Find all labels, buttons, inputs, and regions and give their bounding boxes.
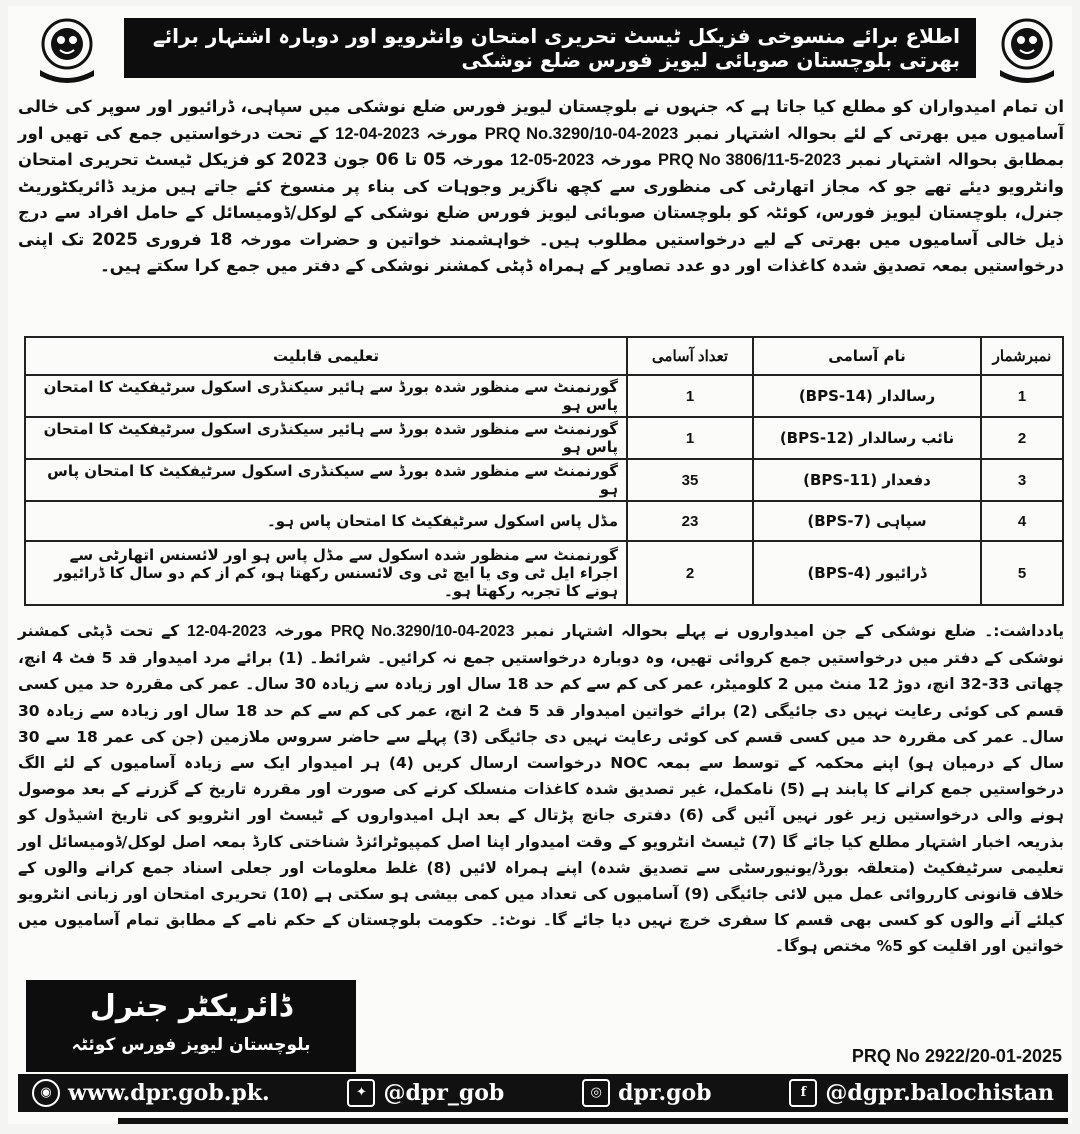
- row-post-count: 35: [627, 459, 753, 501]
- advertisement-page: [8, 6, 1072, 1124]
- row-qualification: مڈل پاس اسکول سرٹیفکیٹ کا امتحان پاس ہو۔: [25, 501, 627, 541]
- intro-date-2: 12-05-2023: [509, 151, 595, 169]
- instagram-link[interactable]: [582, 1079, 711, 1107]
- header-post-name: نام آسامی: [753, 337, 981, 375]
- header-sn: نمبرشمار: [981, 337, 1063, 375]
- twitter-link[interactable]: [347, 1079, 504, 1107]
- intro-paragraph: [18, 94, 1064, 280]
- intro-prq-2: PRQ No 3806/11-5-2023: [658, 151, 842, 169]
- header-post-count: تعداد آسامی: [627, 337, 753, 375]
- facebook-text: @dgpr.balochistan: [825, 1080, 1054, 1106]
- twitter-icon: ✦: [347, 1079, 375, 1107]
- instagram-text: dpr.gob: [618, 1080, 712, 1106]
- website-text: www.dpr.gob.pk.: [68, 1080, 270, 1106]
- signature-title: ڈائریکٹر جنرل: [89, 989, 293, 1024]
- table-header-row: [25, 337, 1063, 375]
- intro-text-5: مورخہ 05 تا 06 جون 2023 کو فزیکل ٹیسٹ تحریری امتحان وانٹرویو دیئے تھے جو کہ مجاز اتھارٹی کی منظوری سے کچھ ناگزیر وجوہات کی بناء پر منسوخ کئے جاتے ہیں مزید ڈائریکٹوریٹ جنرل، بلوچستان لیویز فورس، کوئٹہ کو بلوچستان صوبائی لیویز فورس ضلع نوشکی کے لوکل/ڈومیسائل کے حامل افراد سے درج ذیل خالی آسامیوں میں بھرتی کے لیے درخواستیں مطلوب ہیں۔ خواہشمند خواتین و حضرات مورخہ 18 فروری 2025 تک اپنی درخواستیں بمعہ تصدیق شدہ کاغذات اور دو عدد تصاویر کے ہمراہ ڈپٹی کمشنر نوشکی کے دفتر میں جمع کرا سکتے ہیں۔: [18, 150, 1065, 275]
- row-post-name: سپاہی (BPS-7): [753, 501, 981, 541]
- row-post-name: نائب رسالدار (BPS-12): [753, 417, 981, 459]
- table-row: [25, 417, 1063, 459]
- note-text-1: یادداشت:۔ ضلع نوشکی کے جن امیدواروں نے پہلے بحوالہ اشتہار نمبر: [522, 622, 1065, 640]
- notice-title: اطلاع برائے منسوخی فزیکل ٹیسٹ تحریری امتحان وانٹرویو اور دوبارہ اشتہار برائے بھرتی بلوچستان صوبائی لیویز فورس ضلع نوشکی: [124, 18, 976, 78]
- row-sn: 1: [981, 375, 1063, 417]
- row-sn: 3: [981, 459, 1063, 501]
- intro-date-1: 12-04-2023: [335, 124, 420, 143]
- bottom-divider: [118, 1118, 1068, 1124]
- header: [8, 6, 1072, 86]
- facebook-link[interactable]: [789, 1079, 1054, 1107]
- row-qualification: گورنمنٹ سے منظور شدہ بورڈ سے سیکنڈری اسکول سرٹیفکیٹ کا امتحان پاس ہو: [25, 459, 627, 501]
- intro-text-1: ان تمام امیدواران کو مطلع کیا جاتا ہے کہ جنہوں نے بلوچستان لیویز فورس ضلع نوشکی میں سپاہی، ڈرائیور اور سوپر کی خالی آسامیوں میں بھرتی کے لئے بحوالہ اشتہار نمبر: [18, 97, 1064, 143]
- social-footer: [18, 1074, 1068, 1112]
- table-row: [25, 375, 1063, 417]
- note-prq: PRQ No.3290/10-04-2023: [330, 623, 515, 640]
- facebook-icon: f: [789, 1079, 817, 1107]
- row-sn: 5: [981, 541, 1063, 605]
- intro-prq-1: PRQ No.3290/10-04-2023: [484, 124, 679, 143]
- director-general-signature: [26, 980, 356, 1072]
- website-link[interactable]: [32, 1079, 270, 1107]
- row-post-name: ڈرائیور (BPS-4): [753, 541, 981, 605]
- row-qualification: گورنمنٹ سے منظور شدہ اسکول سے مڈل پاس ہو اور لائسنس اتھارٹی سے اجراء ایل ٹی وی یا ایچ ٹی وی لائسنس رکھتا ہو، کم از کم دو سال کا ڈرائیور ہونے کا تجربہ رکھتا ہو۔: [25, 541, 627, 605]
- note-paragraph: [18, 618, 1064, 960]
- intro-text-4: مورخہ: [600, 150, 652, 169]
- intro-text-3: کے تحت درخواستیں جمع کی تھیں اور بمطابق بحوالہ اشتہار نمبر: [18, 123, 1065, 169]
- levies-emblem-icon: [992, 14, 1062, 86]
- vacancies-table: [24, 336, 1064, 606]
- row-post-count: 1: [627, 417, 753, 459]
- twitter-text: @dpr_gob: [383, 1080, 505, 1106]
- table-row: [25, 501, 1063, 541]
- signature-subtitle: بلوچستان لیویز فورس کوئٹہ: [71, 1035, 311, 1055]
- row-post-name: رسالدار (BPS-14): [753, 375, 981, 417]
- table-row: [25, 459, 1063, 501]
- row-post-count: 1: [627, 375, 753, 417]
- row-post-name: دفعدار (BPS-11): [753, 459, 981, 501]
- balochistan-emblem-icon: [32, 14, 102, 86]
- prq-number: PRQ No 2922/20-01-2025: [851, 1046, 1062, 1066]
- row-qualification: گورنمنٹ سے منظور شدہ بورڈ سے ہائیر سیکنڈری اسکول سرٹیفکیٹ کا امتحان پاس ہو: [25, 375, 627, 417]
- row-post-count: 2: [627, 541, 753, 605]
- row-qualification: گورنمنٹ سے منظور شدہ بورڈ سے ہائیر سیکنڈری اسکول سرٹیفکیٹ کا امتحان پاس ہو: [25, 417, 627, 459]
- row-sn: 4: [981, 501, 1063, 541]
- note-text-3: کے تحت ڈپٹی کمشنر نوشکی کے دفتر میں درخواستیں جمع کروائی تھیں، وہ دوبارہ درخواستیں جمع نہ کرائیں۔ شرائط۔ (1) برائے مرد امیدوار قد 5 فٹ 4 انچ، چھاتی 33-32 انچ، دوڑ 12 منٹ میں 2 کلومیٹر، عمر کی کم سے کم حد 18 سال اور زیادہ سے زیادہ 30 سال۔ عمر کی مقررہ حد میں کسی قسم کی کوئی رعایت نہیں دی جائیگی (2) برائے خواتین امیدوار قد 5 فٹ 2 انچ، عمر کی کم سے کم حد 18 سال اور زیادہ سے زیادہ 30 سال۔ عمر کی مقررہ حد میں کسی قسم کی کوئی رعایت نہیں دی جائیگی (3) پہلے سے حاضر سروس ملازمین (جن کی عمر 18 سے 30 سال کے درمیان ہو) اپنے محکمہ کے توسط سے بمعہ NOC درخواست ارسال کریں (4) ہر امیدوار ایک سے زیادہ آسامیوں کے لئے الگ درخواستیں جمع کرانے کا پابند ہے (5) نامکمل، غیر تصدیق شدہ کاغذات منسلک کرنے کی صورت اور مقررہ تاریخ کے گزرنے کے بعد موصول ہونے والی درخواستیں زیر غور نہیں آئیں گی (6) دفتری جانچ پڑتال کے بعد اہل امیدواروں کے ٹیسٹ اور انٹرویو کی تاریخ اشیڈول کو بذریعہ اخبار اشتہار مطلع کیا جائے گا (7) ٹیسٹ انٹرویو کے وقت امیدوار اپنا اصل کمپیوٹرائزڈ شناختی کارڈ بمعہ اصل لوکل/ڈومیسائل اور تعلیمی سرٹیفکیٹ (متعلقہ بورڈ/یونیورسٹی سے تصدیق شدہ) اپنے ہمراہ لائیں (8) غلط معلومات اور جعلی اسناد جمع کرانے والوں کے خلاف قانونی کارروائی عمل میں لائی جائیگی (9) آسامیوں کی تعداد میں کمی بیشی ہو سکتی ہے (10) تحریری امتحان اور زبانی انٹرویو کیلئے آنے والوں کو کسی بھی قسم کا سفری خرچ نہیں دیا جائے گا۔ نوٹ:۔ حکومت بلوچستان کے حکم نامے کے مطابق تمام آسامیوں میں خواتین اور اقلیت کو 5% مختص ہوگا۔: [18, 622, 1065, 956]
- table-row: [25, 541, 1063, 605]
- row-sn: 2: [981, 417, 1063, 459]
- note-text-2: مورخہ: [274, 622, 323, 640]
- globe-icon: ◉: [32, 1079, 60, 1107]
- instagram-icon: ◎: [582, 1079, 610, 1107]
- note-date: 12-04-2023: [187, 623, 267, 640]
- intro-text-2: مورخہ: [426, 123, 478, 143]
- row-post-count: 23: [627, 501, 753, 541]
- header-qualification: تعلیمی قابلیت: [25, 337, 627, 375]
